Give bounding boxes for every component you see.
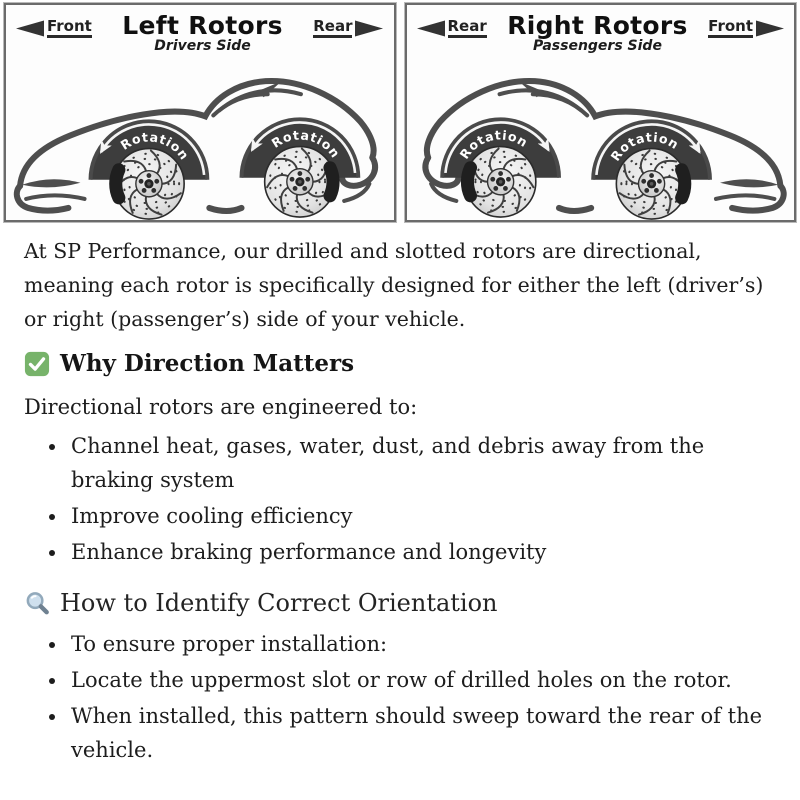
list-item: • Enhance braking performance and longevity — [68, 535, 776, 569]
list-item: • Improve cooling efficiency — [68, 499, 776, 533]
rotor-direction-diagram — [0, 0, 800, 222]
benefits-list — [24, 429, 776, 569]
article-content — [0, 234, 800, 767]
left-arrow-icon — [16, 20, 46, 37]
heading-text: Why Direction Matters — [60, 350, 355, 378]
right-arrow-icon — [353, 20, 383, 37]
section-heading-how-to-identify — [24, 589, 776, 617]
direction-label-text: Front — [708, 18, 753, 38]
intro-paragraph: At SP Performance, our drilled and slotted rotors are directional, meaning each rotor is specifically designed for either the left (driver’s) or right (passenger’s) side of your vehicle. — [24, 239, 764, 332]
panel-title-text: Right Rotors — [507, 11, 688, 40]
front-direction-label — [708, 18, 784, 38]
heading-text: How to Identify Correct Orientation — [60, 589, 498, 618]
left-rotors-panel — [4, 3, 396, 222]
rear-direction-label — [313, 18, 383, 38]
list-item: • To ensure proper installation: — [68, 627, 776, 661]
rotation-label: Rotation — [268, 127, 344, 161]
front-direction-label — [16, 18, 92, 38]
panel-title-text: Left Rotors — [122, 11, 283, 40]
rotation-label: Rotation — [456, 127, 531, 162]
direction-label-text: Rear — [313, 18, 352, 38]
direction-label-text: Front — [47, 18, 92, 38]
right-rotors-panel — [405, 3, 797, 222]
left-car-illustration — [6, 59, 394, 220]
direction-label-text: Rear — [448, 18, 487, 38]
lead-text: Directional rotors are engineered to: — [24, 395, 418, 420]
panel-subtitle-text: Passengers Side — [532, 38, 662, 55]
list-item: • Locate the uppermost slot or row of drilled holes on the rotor. — [68, 663, 776, 697]
rotation-label: Rotation — [117, 129, 193, 163]
orientation-list — [24, 627, 776, 767]
list-item: • When installed, this pattern should sweep toward the rear of the vehicle. — [68, 699, 776, 767]
rotation-label: Rotation — [607, 129, 682, 164]
panel-title — [507, 13, 688, 54]
check-icon — [24, 351, 50, 377]
rear-direction-label — [417, 18, 487, 38]
section-heading-why-direction-matters — [24, 350, 776, 377]
panel-subtitle-text: Drivers Side — [154, 38, 251, 55]
right-arrow-icon — [754, 20, 784, 37]
panel-title — [122, 13, 282, 54]
right-car-illustration — [407, 59, 795, 220]
left-arrow-icon — [417, 20, 447, 37]
panel-header — [407, 5, 795, 59]
magnifier-icon — [24, 590, 51, 617]
panel-header — [6, 5, 394, 59]
list-item: • Channel heat, gases, water, dust, and debris away from the braking system — [68, 429, 776, 497]
